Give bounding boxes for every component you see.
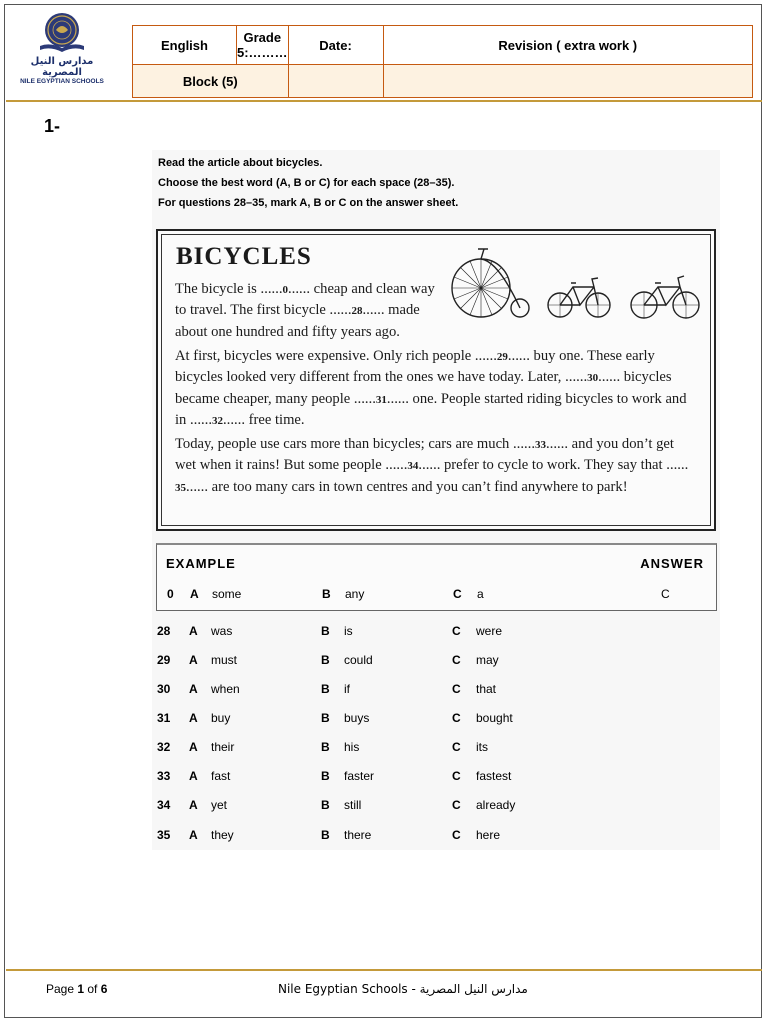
logo-english-name: NILE EGYPTIAN SCHOOLS — [20, 78, 104, 85]
gap-0: ……0…… — [260, 284, 311, 296]
question-number: 1- — [44, 116, 61, 136]
date-cell: Date: — [288, 26, 383, 65]
option-letter-a: A — [190, 587, 199, 601]
gap-34: ……34…… — [385, 460, 441, 473]
question-number: 32 — [157, 740, 171, 754]
option-b: still — [344, 798, 362, 812]
option-letter-a: A — [189, 682, 198, 696]
grade-cell: Grade 5:……… — [237, 26, 289, 65]
option-a: their — [211, 740, 235, 754]
instruction-line: Read the article about bicycles. — [158, 157, 323, 169]
example-option-a: some — [212, 587, 242, 601]
gap-32: ……32…… — [190, 414, 245, 427]
gap-29: ……29…… — [474, 351, 530, 363]
option-a: yet — [211, 798, 228, 812]
page-number: 1 — [77, 982, 85, 996]
option-letter-a: A — [189, 828, 198, 842]
gap-28: ……28…… — [329, 305, 385, 318]
school-emblem-icon — [36, 10, 88, 56]
empty-cell — [383, 65, 752, 98]
article-paragraph-1 — [175, 279, 445, 342]
option-b: is — [344, 624, 353, 638]
option-b: buys — [344, 711, 370, 725]
answer-label: ANSWER — [640, 556, 704, 571]
option-a: they — [211, 828, 234, 842]
option-letter-c: C — [452, 624, 461, 638]
option-letter-b: B — [322, 587, 331, 601]
article-text: are too many cars in town centres and you can’t find anywhere to park! — [208, 478, 628, 495]
question-number: 35 — [157, 828, 171, 842]
example-number: 0 — [167, 587, 174, 601]
logo-arabic-name: مدارس النيل المصرية — [30, 56, 94, 78]
gap-31: ……31…… — [353, 393, 409, 406]
option-c: here — [476, 828, 501, 842]
question-row — [156, 653, 716, 671]
gap-35: ……35…… — [175, 460, 689, 494]
block-cell: Block (5) — [133, 65, 289, 98]
question-row — [156, 798, 716, 816]
question-number: 34 — [157, 798, 171, 812]
question-number: 31 — [157, 711, 171, 725]
option-c: fastest — [476, 769, 512, 783]
article-title: BICYCLES — [176, 243, 312, 270]
question-number: 29 — [157, 653, 171, 667]
header-table — [132, 25, 753, 98]
question-row — [156, 828, 716, 846]
option-letter-c: C — [452, 711, 461, 725]
article-box — [156, 229, 716, 531]
option-letter-a: A — [189, 653, 198, 667]
option-letter-a: A — [189, 798, 198, 812]
question-number: 30 — [157, 682, 171, 696]
option-letter-c: C — [452, 769, 461, 783]
option-a: must — [211, 653, 238, 667]
article-paragraph-2 — [175, 346, 695, 431]
gap-number: 34 — [407, 460, 419, 473]
example-label: EXAMPLE — [166, 556, 236, 571]
question-row — [156, 769, 716, 787]
option-letter-c: C — [452, 798, 461, 812]
title-cell: Revision ( extra work ) — [383, 26, 752, 65]
option-a: buy — [211, 711, 231, 725]
example-answer: C — [661, 587, 670, 601]
school-logo — [14, 10, 110, 96]
gap-number: 30 — [587, 372, 599, 385]
option-b: if — [344, 682, 350, 696]
gap-number: 28 — [351, 305, 363, 318]
subject-cell: English — [133, 26, 237, 65]
option-letter-a: A — [189, 740, 198, 754]
example-row — [157, 587, 717, 605]
option-letter-c: C — [453, 587, 462, 601]
option-letter-c: C — [452, 740, 461, 754]
option-c: were — [476, 624, 503, 638]
bicycles-illustration — [448, 245, 703, 325]
gap-number: 0 — [282, 284, 289, 296]
question-row — [156, 711, 716, 729]
header-divider — [6, 100, 762, 102]
page-prefix: Page — [46, 982, 78, 996]
option-letter-b: B — [321, 653, 330, 667]
option-a: was — [211, 624, 233, 638]
instruction-line: For questions 28–35, mark A, B or C on the answer sheet. — [158, 197, 459, 209]
gap-30: ……30…… — [565, 372, 621, 385]
option-letter-b: B — [321, 740, 330, 754]
instruction-line: Choose the best word (A, B or C) for each space (28–35). — [158, 177, 455, 189]
gap-number: 32 — [212, 414, 223, 427]
option-letter-b: B — [321, 624, 330, 638]
option-letter-b: B — [321, 798, 330, 812]
article-text: buy one. These early bicycles looked very different from the ones we have today. Later, — [175, 348, 655, 386]
article-text: one. People started riding bicycles to work and in — [175, 390, 687, 428]
option-letter-b: B — [321, 711, 330, 725]
option-b: could — [344, 653, 373, 667]
empty-cell — [288, 65, 383, 98]
option-b: there — [344, 828, 372, 842]
article-text: At first, bicycles were expensive. Only rich people — [175, 348, 475, 364]
gap-number: 29 — [496, 351, 508, 363]
option-a: fast — [211, 769, 231, 783]
instructions — [158, 153, 458, 213]
gap-33: ……33…… — [513, 439, 569, 451]
article-text: free time. — [245, 411, 305, 428]
example-box — [156, 543, 717, 611]
gap-number: 33 — [535, 439, 547, 451]
article-text: bicycles became cheaper, many people — [175, 369, 672, 407]
article-paragraph-3 — [175, 434, 695, 498]
example-option-c: a — [477, 587, 484, 601]
option-letter-a: A — [189, 624, 198, 638]
article-text: and you don’t get wet when it rains! But some people — [175, 436, 674, 474]
gap-number: 31 — [375, 393, 387, 406]
question-row — [156, 740, 716, 758]
page-of: of — [84, 982, 101, 996]
option-c: that — [476, 682, 497, 696]
option-letter-c: C — [452, 653, 461, 667]
option-c: already — [476, 798, 516, 812]
option-a: when — [211, 682, 240, 696]
page-total: 6 — [100, 982, 108, 996]
option-c: its — [476, 740, 488, 754]
example-option-b: any — [345, 587, 365, 601]
footer-divider — [6, 969, 762, 971]
option-c: may — [476, 653, 499, 667]
option-c: bought — [476, 711, 513, 725]
gap-number: 35 — [175, 481, 186, 494]
option-letter-a: A — [189, 711, 198, 725]
option-b: his — [344, 740, 360, 754]
article-text: made about one hundred and fifty years ago. — [175, 302, 420, 340]
question-row — [156, 682, 716, 700]
option-letter-b: B — [321, 769, 330, 783]
question-row — [156, 624, 716, 642]
question-number: 28 — [157, 624, 171, 638]
page-counter — [46, 982, 107, 996]
option-letter-b: B — [321, 682, 330, 696]
option-letter-c: C — [452, 682, 461, 696]
article-text: prefer to cycle to work. They say that — [440, 457, 667, 474]
article-text: cheap and clean way to travel. The first bicycle — [175, 281, 435, 319]
option-letter-c: C — [452, 828, 461, 842]
option-b: faster — [344, 769, 375, 783]
article-text: The bicycle is — [175, 281, 261, 297]
option-letter-b: B — [321, 828, 330, 842]
article-text: Today, people use cars more than bicycles; cars are much — [175, 436, 514, 452]
question-number: 33 — [157, 769, 171, 783]
footer-school-name: Nile Egyptian Schools - مدارس النيل المصرية — [278, 982, 528, 996]
option-letter-a: A — [189, 769, 198, 783]
